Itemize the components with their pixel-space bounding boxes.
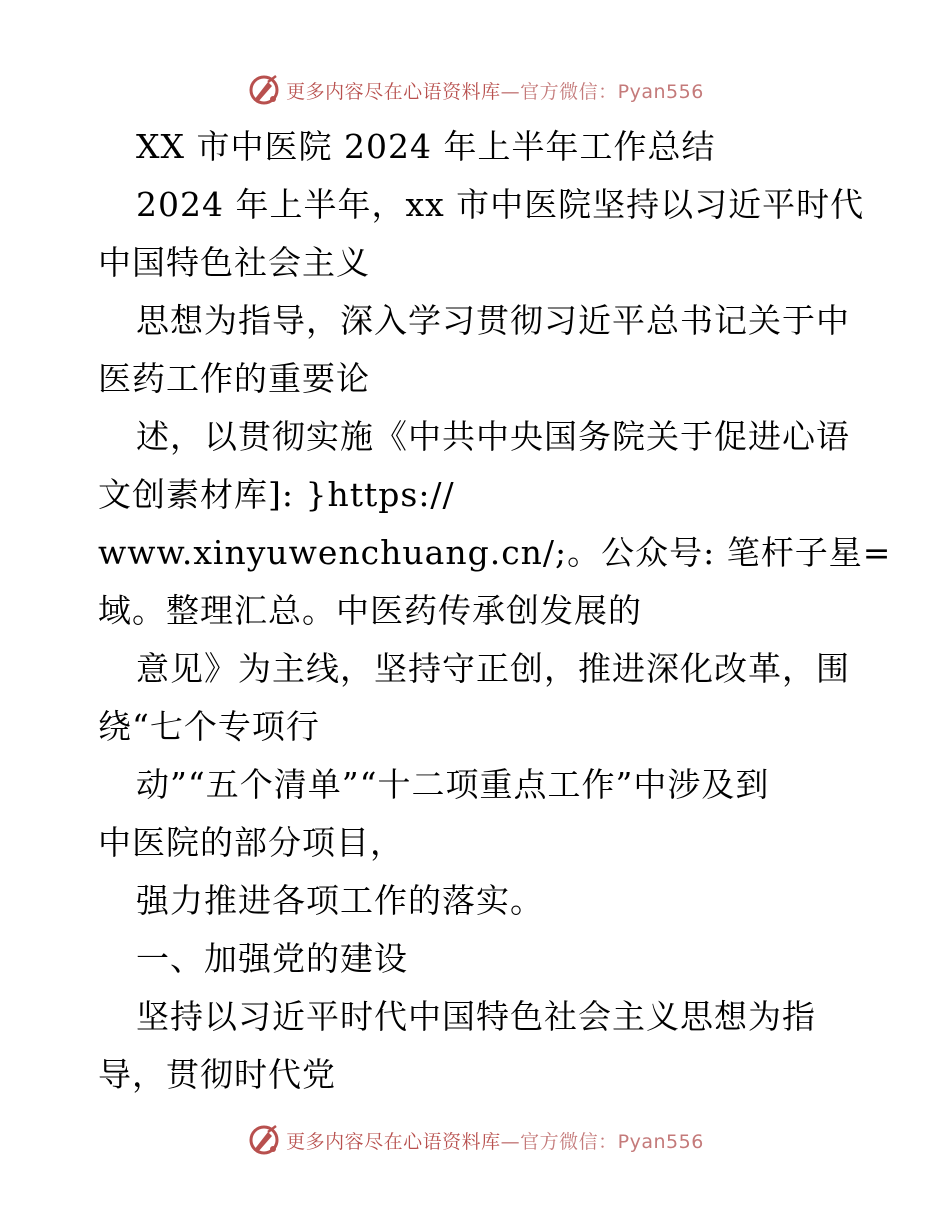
banner-text: 更多内容尽在心语资料库—官方微信：Pyan556 xyxy=(286,80,704,103)
paragraph-line: 意见》为主线，坚持守正创，推进深化改革，围 xyxy=(136,649,850,688)
paragraph-line: 强力推进各项工作的落实。 xyxy=(136,881,544,920)
paragraph-line: 医药工作的重要论 xyxy=(98,359,370,398)
paragraph-line: 域。整理汇总。中医药传承创发展的 xyxy=(98,591,642,630)
footer-watermark-banner xyxy=(0,1120,950,1160)
paragraph-line: 2024 年上半年，xx 市中医院坚持以习近平时代 xyxy=(136,185,865,224)
document-body xyxy=(98,118,892,1104)
paragraph-line: 文创素材库]: }https:// xyxy=(98,475,455,514)
paragraph-line: 述，以贯彻实施《中共中央国务院关于促进心语 xyxy=(136,417,850,456)
logo-icon xyxy=(246,72,282,108)
paragraph-line: 导，贯彻时代党 xyxy=(98,1055,336,1094)
paragraph-line: 中国特色社会主义 xyxy=(98,243,370,282)
logo-icon xyxy=(246,1122,282,1158)
paragraph-line: 绕“七个专项行 xyxy=(98,707,320,746)
header-watermark-banner xyxy=(0,70,950,110)
paragraph-line: 坚持以习近平时代中国特色社会主义思想为指 xyxy=(136,997,816,1036)
paragraph-line: www.xinyuwenchuang.cn/;。公众号: 笔杆子星= xyxy=(98,533,892,572)
paragraph-line: 中医院的部分项目， xyxy=(98,823,404,862)
banner-text: 更多内容尽在心语资料库—官方微信：Pyan556 xyxy=(286,1130,704,1153)
document-title: XX 市中医院 2024 年上半年工作总结 xyxy=(136,127,716,166)
paragraph-line: 动”“五个清单”“十二项重点工作”中涉及到 xyxy=(136,765,770,804)
section-heading: 一、加强党的建设 xyxy=(136,939,408,978)
paragraph-line: 思想为指导，深入学习贯彻习近平总书记关于中 xyxy=(136,301,850,340)
